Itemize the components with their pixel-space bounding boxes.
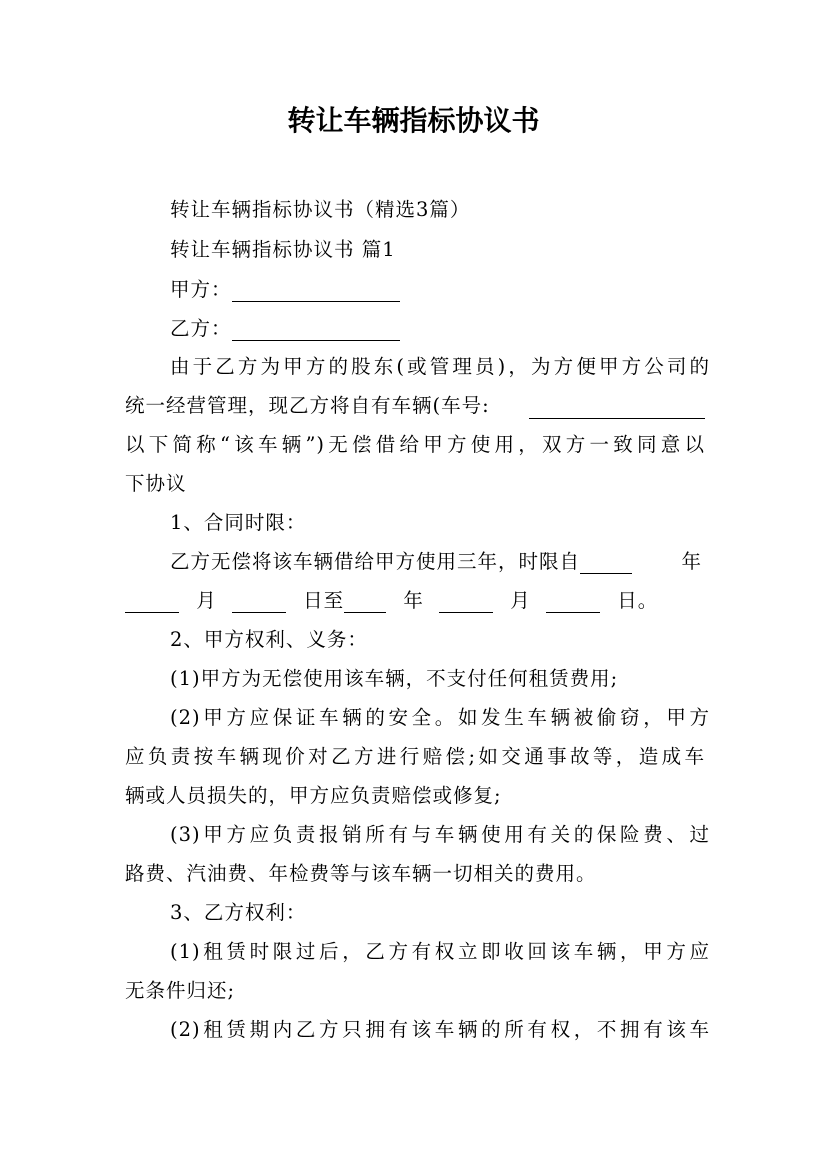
clause2-heading: 2、甲方权利、义务：: [170, 628, 368, 651]
clause1-month-label: 月: [196, 589, 217, 612]
party-b-blank: [232, 316, 400, 341]
clause2-item2-line1: (2)甲方应保证车辆的安全。如发生车辆被偷窃，甲方: [170, 706, 710, 729]
document-title: 转让车辆指标协议书: [287, 104, 540, 137]
clause1-year2-label: 年: [403, 589, 424, 612]
start-year-blank: [580, 549, 632, 574]
clause3-heading: 3、乙方权利：: [170, 901, 307, 924]
clause1-heading: 1、合同时限：: [170, 511, 307, 534]
start-day-blank: [232, 588, 286, 613]
end-day-blank: [546, 588, 600, 613]
clause1-line-2: [125, 582, 705, 620]
clause1-year-label: 年: [681, 550, 702, 573]
party-b-line: [170, 310, 710, 348]
clause1-day-to-label: 日至: [303, 589, 345, 612]
party-a-blank: [232, 277, 400, 302]
clause1-day-end-label: 日。: [617, 589, 659, 612]
start-month-blank: [125, 588, 179, 613]
intro-line-3: 以下简称“该车辆”)无偿借给甲方使用，双方一致同意以: [125, 433, 705, 456]
clause2-item1: (1)甲方为无偿使用该车辆，不支付任何租赁费用;: [170, 667, 619, 690]
party-a-line: [170, 271, 710, 309]
vehicle-number-blank: [529, 394, 705, 419]
party-a-label: 甲方：: [170, 278, 232, 301]
clause2-item2-line3: 辆或人员损失的，甲方应负责赔偿或修复;: [125, 784, 502, 807]
clause2-item2-line2: 应负责按车辆现价对乙方进行赔偿;如交通事故等，造成车: [125, 745, 705, 768]
clause1-line-1-text: 乙方无偿将该车辆借给甲方使用三年，时限自: [170, 550, 581, 573]
intro-line-4: 下协议: [125, 472, 187, 495]
section-heading: 转让车辆指标协议书 篇1: [170, 238, 396, 261]
end-month-blank: [439, 588, 493, 613]
clause2-item3-line1: (3)甲方应负责报销所有与车辆使用有关的保险费、过: [170, 823, 710, 846]
party-b-label: 乙方：: [170, 317, 232, 340]
intro-line-1: 由于乙方为甲方的股东(或管理员)，为方便甲方公司的: [170, 355, 710, 378]
clause3-item1-line1: (1)租赁时限过后，乙方有权立即收回该车辆，甲方应: [170, 940, 710, 963]
clause3-item1-line2: 无条件归还;: [125, 979, 236, 1002]
intro-line-2-text: 统一经营管理，现乙方将自有车辆(车号:: [125, 394, 490, 417]
clause2-item3-line2: 路费、汽油费、年检费等与该车辆一切相关的费用。: [125, 862, 597, 885]
clause1-month2-label: 月: [510, 589, 531, 612]
document-subtitle: 转让车辆指标协议书（精选3篇）: [170, 198, 471, 221]
clause1-line-1: [170, 543, 710, 581]
clause3-item2-line1: (2)租赁期内乙方只拥有该车辆的所有权，不拥有该车: [170, 1018, 710, 1041]
intro-line-2: [125, 387, 705, 425]
end-year-blank: [344, 588, 386, 613]
